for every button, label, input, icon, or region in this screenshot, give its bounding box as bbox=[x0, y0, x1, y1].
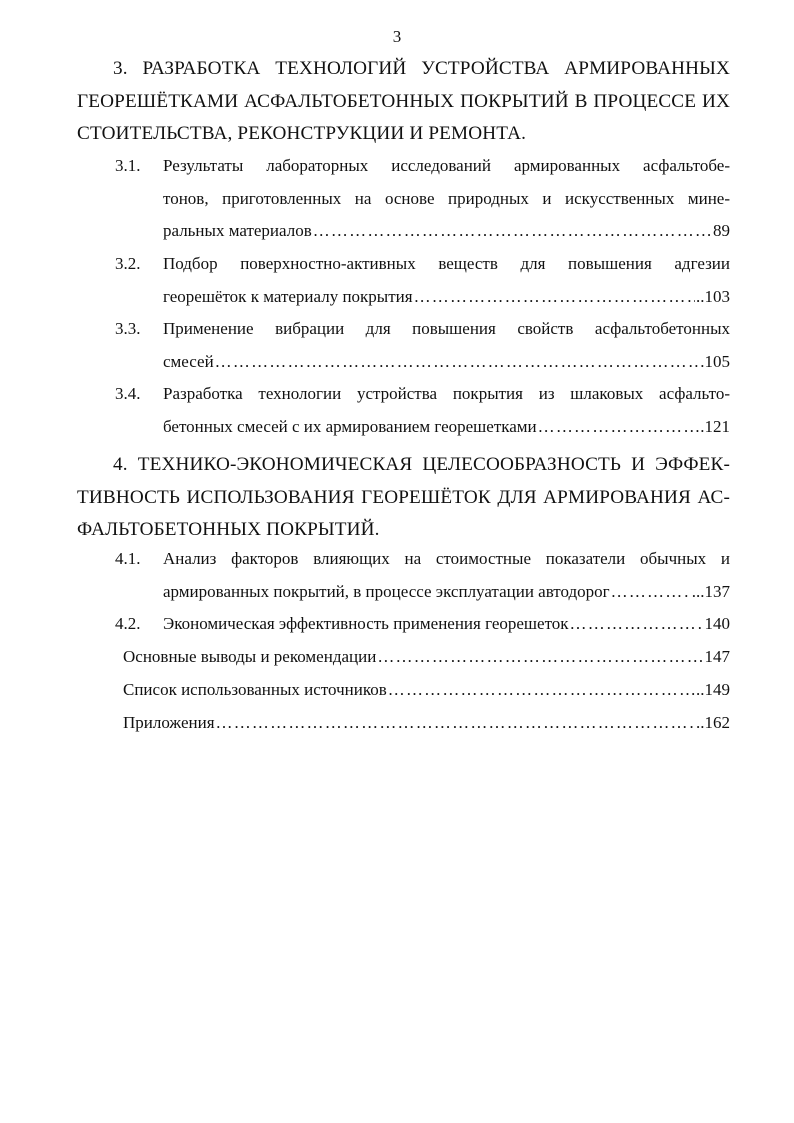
dot-leader bbox=[611, 576, 691, 609]
toc-entry-leader-line bbox=[163, 576, 730, 609]
toc-entry-title: Основные выводы и рекомендации bbox=[123, 647, 377, 666]
toc-page-number: 140 bbox=[704, 614, 730, 633]
toc-entry-line: Применение вибрации для повышения свойств асфальтобетонных bbox=[163, 319, 730, 338]
toc-entry-4-1[interactable] bbox=[115, 543, 730, 608]
toc-entry-leader-line bbox=[163, 281, 730, 314]
dot-leader bbox=[538, 411, 700, 444]
toc-entry-title-end: георешёток к материалу покрытия bbox=[163, 286, 413, 306]
toc-page-number: ..149 bbox=[696, 680, 730, 699]
toc-entry-title-end: Экономическая эффективность применения георешеток bbox=[163, 614, 569, 633]
toc-entry-title-end: смесей bbox=[163, 351, 214, 371]
toc-entry-line: Разработка технологии устройства покрытия из шлаковых асфальто- bbox=[163, 384, 730, 403]
toc-entry-appendices[interactable] bbox=[123, 707, 730, 740]
toc-entry-leader-line bbox=[163, 346, 730, 379]
chapter-4-heading: 4. ТЕХНИКО-ЭКОНОМИЧЕСКАЯ ЦЕЛЕСООБРАЗНОСТЬ И ЭФФЕК-ТИВНОСТЬ ИСПОЛЬЗОВАНИЯ ГЕОРЕШЁТОК ДЛЯ АРМИРОВАНИЯ АС-ФАЛЬТОБЕТОННЫХ ПОКРЫТИЙ. bbox=[77, 454, 730, 540]
toc-entry-3-1[interactable] bbox=[115, 150, 730, 248]
toc-page-number: ...137 bbox=[691, 581, 730, 601]
toc-entry-3-4[interactable] bbox=[115, 378, 730, 443]
toc-entry-4-2[interactable] bbox=[115, 608, 730, 641]
dot-leader bbox=[414, 281, 695, 314]
toc-entry-title-end: армированных покрытий, в процессе эксплуатации автодорог bbox=[163, 581, 610, 601]
toc-entry-number: 3.3. bbox=[115, 319, 141, 338]
chapter-3-heading: 3. РАЗРАБОТКА ТЕХНОЛОГИЙ УСТРОЙСТВА АРМИРОВАННЫХ ГЕОРЕШЁТКАМИ АСФАЛЬТОБЕТОННЫХ ПОКРЫТИЙ В ПРОЦЕССЕ ИХ СТОИТЕЛЬСТВА, РЕКОНСТРУКЦИИ И РЕМОНТА. bbox=[77, 58, 730, 144]
toc-entry-number: 3.1. bbox=[115, 156, 141, 175]
toc-entry-title-end: ральных материалов bbox=[163, 221, 312, 240]
toc-entry-title: Список использованных источников bbox=[123, 680, 387, 699]
dot-leader bbox=[388, 674, 695, 707]
toc-entry-3-3[interactable] bbox=[115, 313, 730, 378]
toc-page-number: .121 bbox=[700, 416, 730, 436]
toc-entry-title: Приложения bbox=[123, 713, 215, 732]
toc-entry-number: 4.2. bbox=[115, 614, 141, 633]
toc-entry-line: Результаты лабораторных исследований армированных асфальтобе- bbox=[163, 156, 730, 175]
toc-entry-leader-line bbox=[163, 215, 730, 248]
toc-entry-conclusions[interactable] bbox=[123, 641, 730, 674]
toc-entry-number: 4.1. bbox=[115, 549, 141, 568]
dot-leader bbox=[216, 707, 695, 740]
page-number: 3 bbox=[392, 27, 402, 46]
dot-leader bbox=[215, 346, 700, 379]
dot-leader bbox=[313, 215, 712, 248]
toc-entry-line: Подбор поверхностно-активных веществ для повышения адгезии bbox=[163, 254, 730, 273]
toc-entry-number: 3.2. bbox=[115, 254, 141, 273]
toc-entry-line: Анализ факторов влияющих на стоимостные показатели обычных и bbox=[163, 549, 730, 568]
toc-entry-leader-line bbox=[163, 608, 730, 641]
toc-page-number: ..103 bbox=[696, 286, 730, 306]
toc-page-number: 89 bbox=[713, 221, 730, 240]
toc-page-number: ..162 bbox=[696, 713, 730, 732]
toc-entry-leader-line bbox=[163, 411, 730, 444]
toc-entry-title-end: бетонных смесей с их армированием георешетками bbox=[163, 416, 537, 436]
dot-leader bbox=[377, 641, 703, 674]
toc-entry-line: тонов, приготовленных на основе природных и искусственных мине- bbox=[163, 188, 730, 208]
toc-entry-number: 3.4. bbox=[115, 384, 141, 403]
dot-leader bbox=[570, 608, 704, 641]
toc-page-number: .105 bbox=[700, 351, 730, 371]
toc-page-number: 147 bbox=[704, 647, 730, 666]
toc-entry-3-2[interactable] bbox=[115, 248, 730, 313]
toc-entry-references[interactable] bbox=[123, 674, 730, 707]
